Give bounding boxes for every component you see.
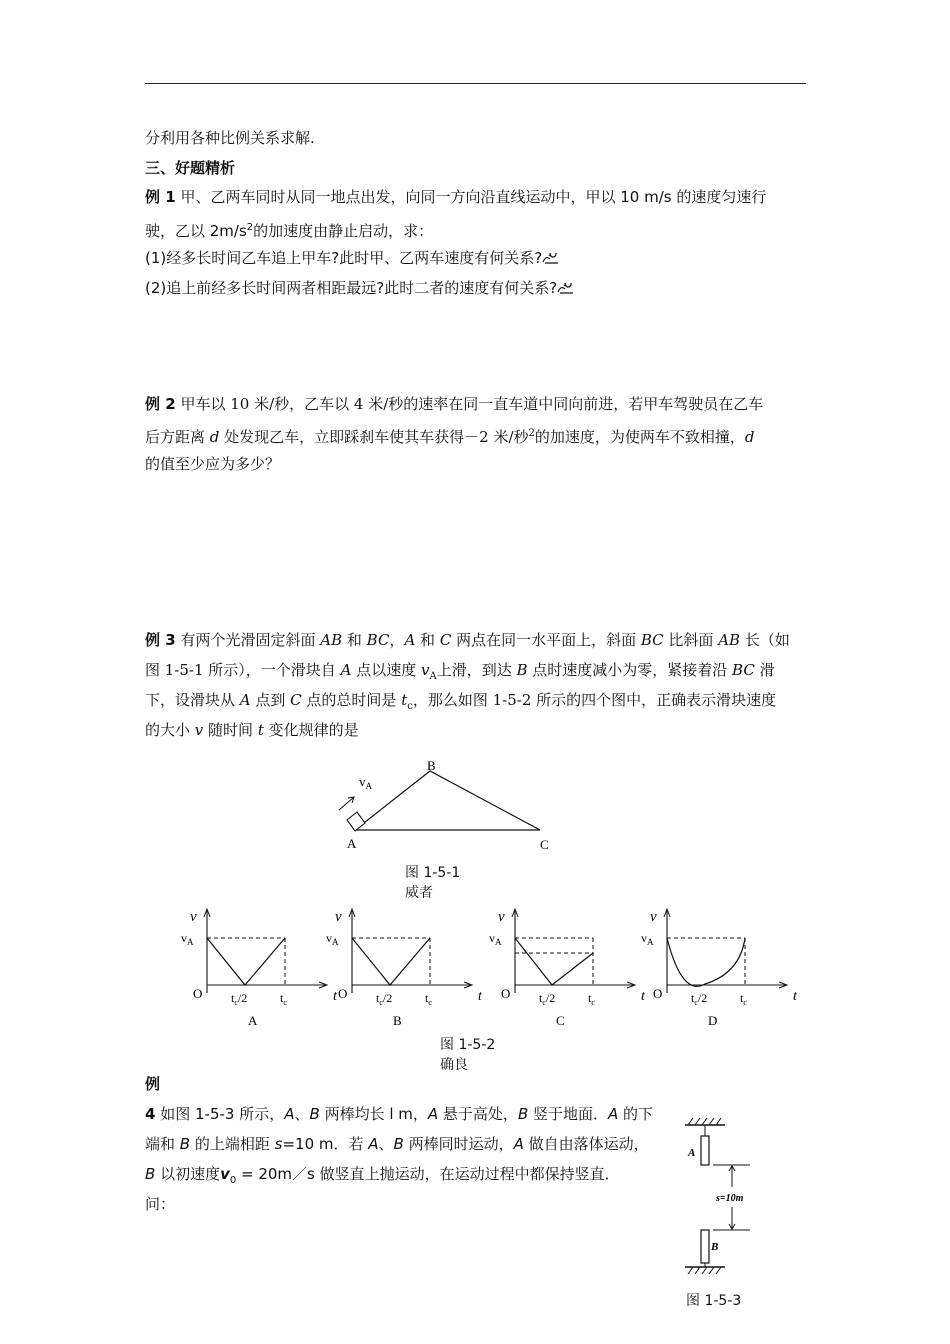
- ex4-t: 、: [378, 1135, 394, 1153]
- snail-icon: [557, 283, 575, 295]
- ex4-label-num: 4: [145, 1105, 156, 1123]
- ex3-t: 两点在同一水平面上，斜面: [451, 631, 641, 649]
- ex4-t: 做自由落体运动，: [523, 1135, 649, 1153]
- ex3-var: BC: [640, 631, 664, 649]
- ex4-var: B: [145, 1165, 156, 1183]
- ex3-line1: [145, 630, 790, 650]
- ex3-var: BC: [732, 661, 755, 679]
- label-C: C: [540, 837, 549, 852]
- fig152-caption2: 确良: [440, 1057, 468, 1073]
- ex3-line4: [145, 720, 359, 740]
- ex4-line3: [145, 1164, 620, 1191]
- ex4-t: = 20m／s 做竖直上抛运动，在运动过程中都保持竖直．: [236, 1165, 620, 1183]
- ex2-text2c: 的加速度，为使两车不致相撞，: [534, 428, 745, 446]
- label-s: s=10m: [716, 1193, 744, 1204]
- ex2-line2: [145, 424, 755, 447]
- graph-letter: B: [393, 1013, 402, 1028]
- vt-graph-d: [637, 905, 797, 1030]
- ex3-var: B: [516, 661, 528, 679]
- fig151-caption2: 威者: [405, 885, 433, 901]
- ex4-t: 竖于地面．: [528, 1105, 609, 1123]
- label-t: t: [333, 989, 337, 1004]
- ex2-line1: [145, 394, 763, 414]
- ex1-q2: [145, 278, 575, 298]
- ex1-q2-text: (2)追上前经多长时间两者相距最远?此时二者的速度有何关系?: [145, 279, 558, 297]
- label-O: O: [193, 986, 203, 1001]
- ex4-t: 如图 1-5-3 所示，: [160, 1105, 285, 1123]
- label-v: v: [190, 909, 197, 925]
- ex3-t: 和: [415, 631, 440, 649]
- label-tc: $t_c$: [280, 991, 287, 1007]
- ex3-t: 点时速度减小为零，紧接着沿: [527, 661, 733, 679]
- label-vA: $v_A$: [181, 931, 194, 947]
- ex4-var: A: [513, 1135, 524, 1153]
- ex2-text2a: 后方距离: [145, 428, 210, 446]
- label-B: B: [711, 1241, 719, 1253]
- ceiling-hatch: [688, 1118, 721, 1125]
- ex1-line2: [145, 218, 433, 241]
- velocity-arrow: [339, 797, 354, 810]
- rod-B: [701, 1230, 709, 1263]
- ex4-var: B: [393, 1135, 404, 1153]
- label-t: t: [641, 989, 645, 1004]
- ex3-var: t: [257, 721, 264, 739]
- snail-icon: [542, 253, 560, 265]
- section-title: 三、好题精析: [145, 159, 236, 177]
- ex4-t: 两棒同时运动，: [403, 1135, 514, 1153]
- ex2-text2b: 处发现乙车，立即踩刹车使其车获得－2 米/秒: [219, 428, 529, 446]
- label-A: A: [347, 836, 357, 851]
- ex3-var: AB: [718, 631, 741, 649]
- label-half-tc: $t_c/2$: [539, 991, 556, 1007]
- ex3-t: 长（如: [740, 631, 790, 649]
- ex3-t: 上滑，到达: [436, 661, 517, 679]
- label-vA: $v_A$: [641, 931, 654, 947]
- label-half-tc: $t_c/2$: [231, 991, 248, 1007]
- label-O: O: [653, 986, 663, 1001]
- ex3-t: 随时间: [203, 721, 258, 739]
- ex2-sup: 2: [528, 428, 535, 439]
- ex3-t: 的大小: [145, 721, 195, 739]
- ex4-t: 的上端相距: [190, 1135, 275, 1153]
- label-v: v: [498, 909, 505, 925]
- ex3-line3: [145, 690, 776, 717]
- label-v: v: [335, 909, 342, 925]
- ex4-var: B: [179, 1135, 191, 1153]
- ex3-t: 和: [342, 631, 367, 649]
- ex4-var: B: [309, 1105, 320, 1123]
- label-O: O: [338, 986, 348, 1001]
- ex4-line4: 问：: [145, 1195, 176, 1213]
- ex3-t: 变化规律的是: [263, 721, 359, 739]
- ex3-t: 比斜面: [663, 631, 719, 649]
- ex4-line1: [145, 1104, 653, 1124]
- label-half-tc: $t_c/2$: [376, 991, 393, 1007]
- ex1-text1: 甲、乙两车同时从同一地点出发，向同一方向沿直线运动中，甲以 10 m/s 的速度匀速行: [180, 188, 767, 206]
- ex1-text2b: 的加速度由静止启动，求：: [253, 222, 434, 240]
- ex3-var: A: [340, 661, 352, 679]
- vt-graph-b: [322, 905, 482, 1030]
- ex4-t: 的下: [618, 1105, 654, 1123]
- ex4-var: s: [274, 1135, 283, 1153]
- vt-graph-a: [177, 905, 337, 1030]
- ex2-var-d: d: [209, 428, 220, 446]
- ex3-t: ，: [389, 631, 405, 649]
- ex4-var: B: [517, 1105, 529, 1123]
- ex3-var: C: [290, 691, 302, 709]
- label-B: B: [427, 758, 436, 773]
- ex3-var: BC: [366, 631, 390, 649]
- ex3-var: v: [420, 661, 430, 679]
- ex3-t: 点以速度: [351, 661, 421, 679]
- incline-triangle: [355, 771, 540, 830]
- ex3-t: ，那么如图 1-5-2 所示的四个图中，正确表示滑块速度: [412, 691, 777, 709]
- label-vA: $v_A$: [326, 931, 339, 947]
- graph-letter: C: [556, 1013, 565, 1028]
- ex1-q1: [145, 248, 560, 268]
- ground-hatch: [688, 1267, 721, 1274]
- label-v: v: [650, 909, 657, 925]
- ex4-t: 悬于高处，: [438, 1105, 518, 1123]
- ex3-t: 点的总时间是: [301, 691, 402, 709]
- label-vA: $v_A$: [489, 931, 502, 947]
- ex3-var: t: [401, 691, 408, 709]
- ex3-label: 例 3: [145, 631, 176, 649]
- ex4-t: 以初速度: [155, 1165, 221, 1183]
- ex4-var: A: [368, 1135, 379, 1153]
- ex4-t: 两棒均长 l m，: [319, 1105, 428, 1123]
- ex2-text1: 甲车以 10 米/秒，乙车以 4 米/秒的速率在同一直车道中同向前进，若甲车驾驶员在乙车: [180, 395, 764, 413]
- ex3-sub: c: [407, 701, 413, 712]
- ex2-line3: 的值至少应为多少？: [145, 455, 281, 473]
- graph-curve: [667, 938, 745, 986]
- ex3-var: v: [194, 721, 204, 739]
- fig151-caption: 图 1-5-1: [405, 865, 461, 881]
- ex1-sup: 2: [246, 222, 254, 233]
- label-t: t: [793, 989, 797, 1004]
- figure-1-5-1: [330, 755, 560, 855]
- header-rule: [145, 83, 806, 84]
- ex4-t: 端和: [145, 1135, 180, 1153]
- ex3-sub: A: [429, 671, 437, 682]
- graph-letter: A: [248, 1013, 258, 1028]
- label-tc: $t_c$: [740, 991, 747, 1007]
- ex3-t: 下，设滑块从: [145, 691, 240, 709]
- ex4-sub: 0: [229, 1175, 237, 1186]
- ex3-t: 有两个光滑固定斜面: [180, 631, 321, 649]
- continued-text: 分利用各种比例关系求解.: [145, 129, 315, 147]
- ex4-label-top: 例: [145, 1075, 161, 1093]
- ex3-line2: [145, 660, 775, 687]
- ex2-var-d2: d: [744, 428, 755, 446]
- ex3-t: 图 1-5-1 所示），一个滑块自: [145, 661, 341, 679]
- ex3-var: AB: [320, 631, 343, 649]
- ex4-t: 、: [294, 1105, 310, 1123]
- ex4-var: A: [284, 1105, 295, 1123]
- ex3-t: 滑: [754, 661, 775, 679]
- graph-curve: [352, 938, 430, 985]
- ex2-label: 例 2: [145, 395, 176, 413]
- label-O: O: [501, 986, 511, 1001]
- ex1-q1-text: (1)经多长时间乙车追上甲车?此时甲、乙两车速度有何关系?: [145, 249, 543, 267]
- ex3-var: A: [404, 631, 416, 649]
- ex4-var: v: [220, 1165, 230, 1183]
- label-t: t: [478, 989, 482, 1004]
- graph-curve: [207, 938, 285, 985]
- ex4-var: A: [427, 1105, 439, 1123]
- ex1-line1: [145, 187, 766, 207]
- figure-1-5-3: [680, 1115, 760, 1285]
- label-half-tc: $t_c/2$: [691, 991, 708, 1007]
- fig152-caption: 图 1-5-2: [440, 1037, 496, 1053]
- ex4-t: =10 m．若: [282, 1135, 369, 1153]
- ex1-label: 例 1: [145, 188, 176, 206]
- ex3-var: C: [439, 631, 452, 649]
- fig153-caption: 图 1-5-3: [686, 1293, 742, 1309]
- ex3-t: 点到: [250, 691, 291, 709]
- ex1-text2a: 驶，乙以 2m/s: [145, 222, 247, 240]
- label-A: A: [688, 1147, 696, 1159]
- label-tc: $t_c$: [425, 991, 432, 1007]
- ex4-line2: [145, 1134, 649, 1154]
- graph-curve: [515, 938, 593, 985]
- graph-letter: D: [708, 1013, 718, 1028]
- ex4-var: A: [608, 1105, 619, 1123]
- vt-graph-c: [485, 905, 645, 1030]
- rod-A: [701, 1136, 709, 1165]
- label-vA: $v_A$: [359, 774, 372, 791]
- slider-block: [347, 812, 365, 831]
- ex3-var: A: [239, 691, 251, 709]
- label-tc: $t_c$: [588, 991, 595, 1007]
